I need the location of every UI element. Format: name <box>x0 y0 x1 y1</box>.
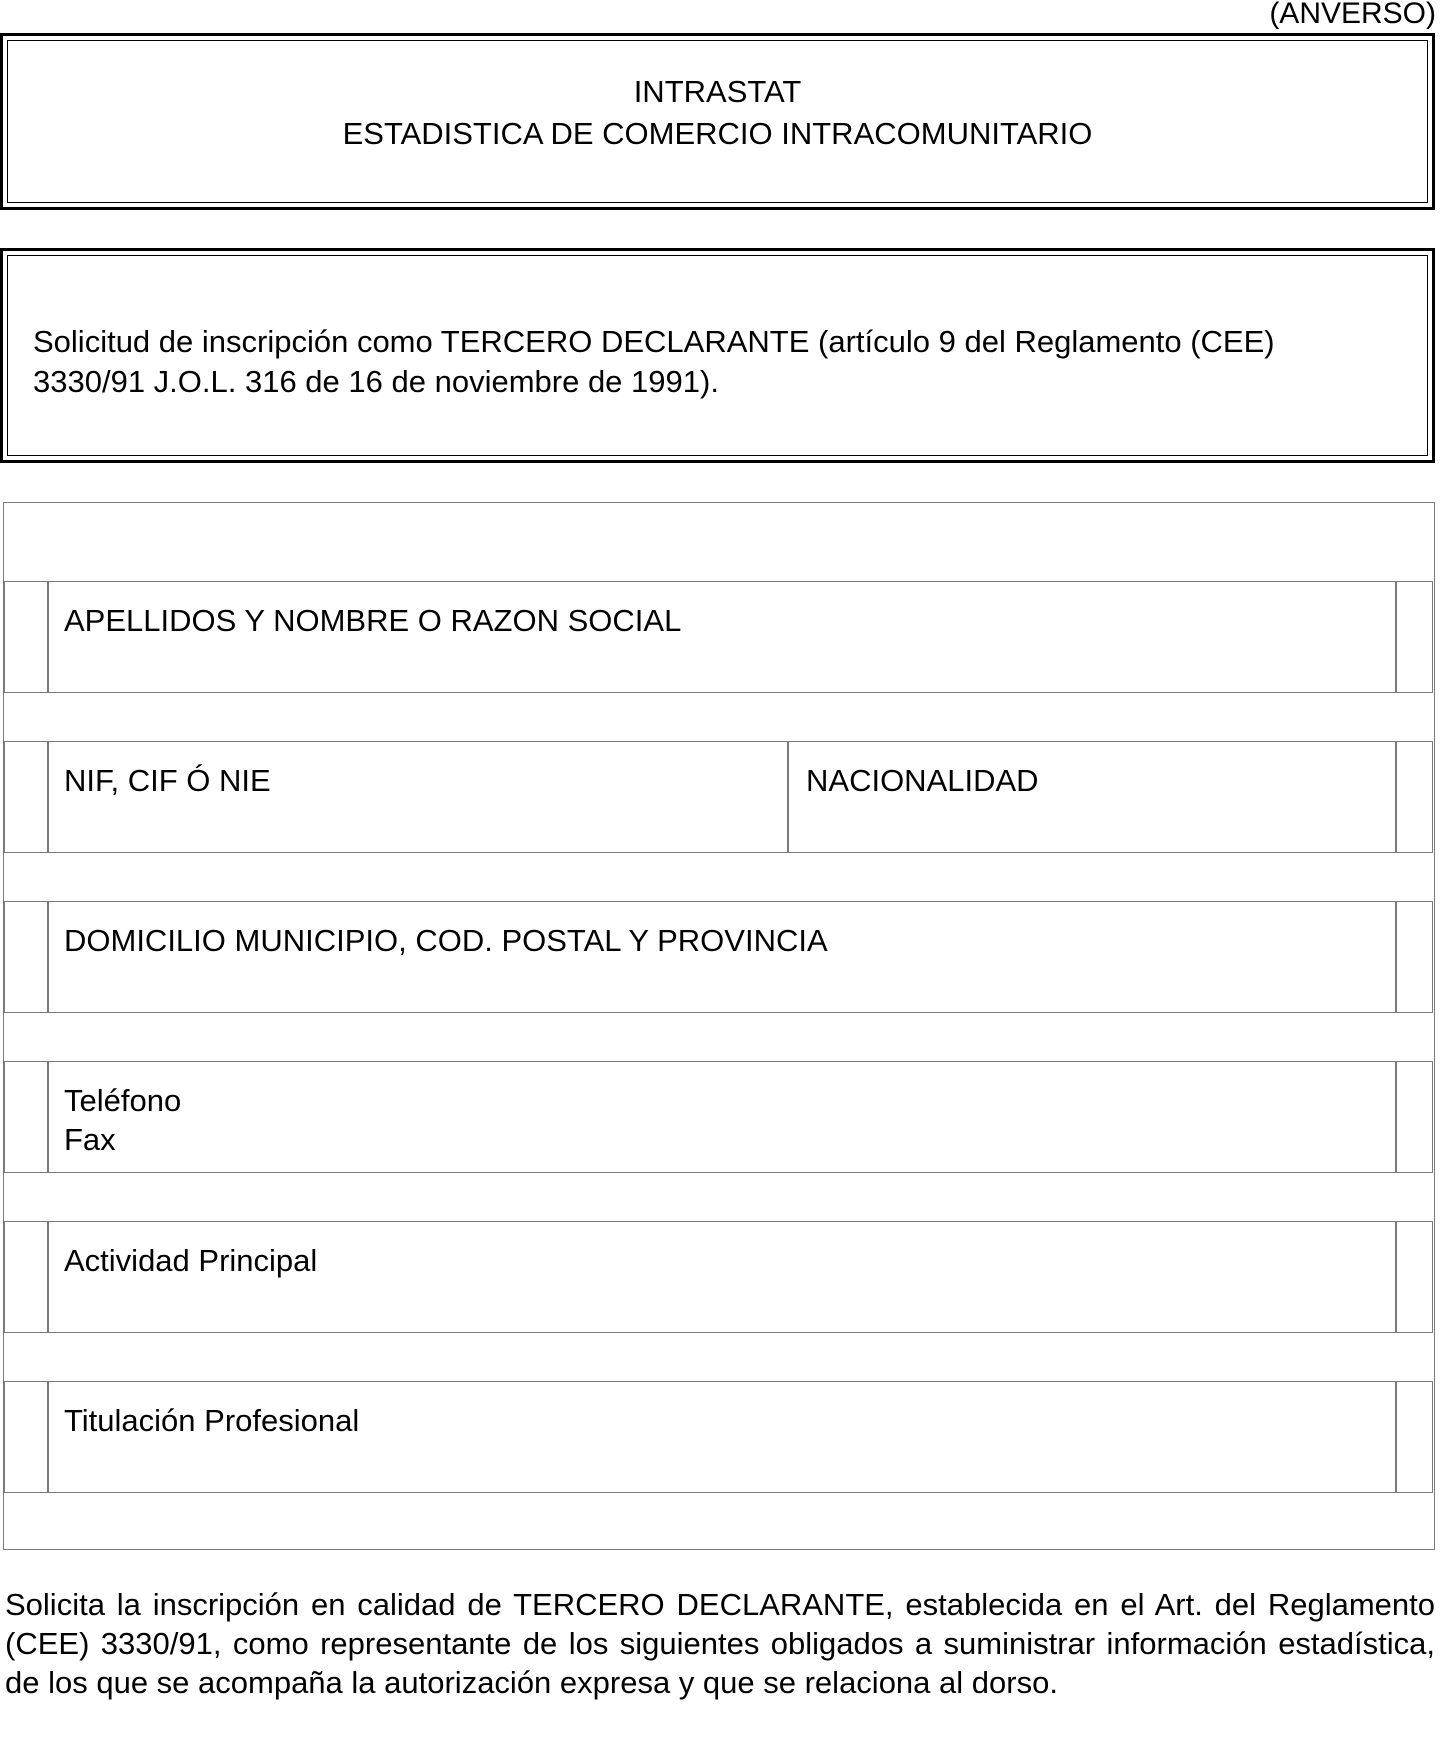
form-margin-cell <box>1395 581 1433 693</box>
title-line-2: ESTADISTICA DE COMERCIO INTRACOMUNITARIO <box>342 116 1093 151</box>
phone-fax-field[interactable] <box>47 1061 1397 1173</box>
nationality-field[interactable] <box>787 741 1397 853</box>
phone-field-label: Teléfono <box>64 1083 182 1118</box>
registration-form <box>3 502 1435 1550</box>
qualification-field-label: Titulación Profesional <box>64 1403 360 1438</box>
form-margin-cell <box>4 741 49 853</box>
form-margin-cell <box>4 1381 49 1493</box>
nif-field[interactable] <box>47 741 789 853</box>
request-statement: Solicitud de inscripción como TERCERO DECLARANTE (artículo 9 del Reglamento (CEE) 3330/91 J.O.L. 316 de 16 de noviembre de 1991). <box>33 324 1275 399</box>
form-margin-cell <box>1395 1221 1433 1333</box>
form-margin-cell <box>4 901 49 1013</box>
address-field-label: DOMICILIO MUNICIPIO, COD. POSTAL Y PROVINCIA <box>64 923 828 958</box>
address-field[interactable] <box>47 901 1397 1013</box>
form-margin-cell <box>4 1221 49 1333</box>
name-field-label: APELLIDOS Y NOMBRE O RAZON SOCIAL <box>64 603 682 638</box>
footer-statement: Solicita la inscripción en calidad de TERCERO DECLARANTE, establecida en el Art. del Reglamento (CEE) 3330/91, como representante de los siguientes obligados a suministrar información estadística, de los que se acompaña la autorización expresa y que se relaciona al dorso. <box>5 1587 1435 1700</box>
page-side-label: (ANVERSO) <box>1269 0 1436 30</box>
fax-field-label: Fax <box>64 1122 116 1157</box>
form-margin-cell <box>1395 901 1433 1013</box>
name-field[interactable] <box>47 581 1397 693</box>
title-line-1: INTRASTAT <box>633 74 802 109</box>
form-margin-cell <box>1395 1381 1433 1493</box>
form-margin-cell <box>1395 1061 1433 1173</box>
nationality-field-label: NACIONALIDAD <box>806 763 1039 798</box>
form-margin-cell <box>4 1061 49 1173</box>
form-margin-cell <box>1395 741 1433 853</box>
request-box <box>0 248 1435 463</box>
document-title <box>3 71 1432 155</box>
activity-field[interactable] <box>47 1221 1397 1333</box>
qualification-field[interactable] <box>47 1381 1397 1493</box>
form-margin-cell <box>4 581 49 693</box>
title-box <box>0 33 1435 210</box>
activity-field-label: Actividad Principal <box>64 1243 318 1278</box>
nif-field-label: NIF, CIF Ó NIE <box>64 763 271 798</box>
